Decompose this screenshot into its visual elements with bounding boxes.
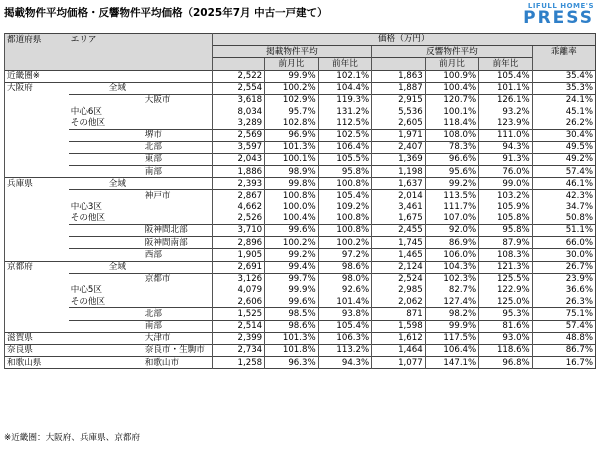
cell-iy: 123.9% <box>479 117 533 129</box>
cell-lm: 98.9% <box>265 166 319 178</box>
cell-area: その他区 <box>70 213 106 224</box>
table-row <box>5 202 596 213</box>
cell-ip: 2,605 <box>372 117 426 129</box>
cell-lm: 102.8% <box>265 117 319 129</box>
cell-iy: 94.3% <box>479 141 533 153</box>
table-row <box>5 94 596 106</box>
table-row <box>5 117 596 129</box>
cell-ly: 112.5% <box>318 117 372 129</box>
cell-lm: 99.9% <box>265 70 319 82</box>
table-row <box>5 249 596 261</box>
table-row <box>5 106 596 117</box>
cell-lp: 2,526 <box>212 213 264 225</box>
cell-iy: 81.6% <box>479 320 533 332</box>
cell-lm: 99.9% <box>265 285 319 296</box>
cell-gap: 49.2% <box>532 153 595 165</box>
cell-pref: 大阪府 <box>5 82 69 94</box>
cell-lm: 100.2% <box>265 237 319 249</box>
cell-ly: 131.2% <box>318 106 372 117</box>
cell-gap: 26.3% <box>532 296 595 308</box>
cell-area: 中心3区 <box>70 202 102 213</box>
table-row <box>5 178 596 190</box>
cell-pref <box>5 249 69 261</box>
cell-pref: 近畿圏※ <box>5 70 69 82</box>
cell-pref <box>5 117 69 129</box>
cell-ip: 1,198 <box>372 166 426 178</box>
cell-gap: 51.1% <box>532 225 595 237</box>
cell-lp: 4,079 <box>212 285 264 296</box>
cell-im: 120.7% <box>425 94 479 106</box>
cell-gap: 26.2% <box>532 117 595 129</box>
cell-iy: 96.8% <box>479 357 533 369</box>
cell-lm: 99.2% <box>265 249 319 261</box>
cell-gap: 23.9% <box>532 273 595 285</box>
cell-iy: 103.2% <box>479 190 533 202</box>
cell-iy: 111.0% <box>479 129 533 141</box>
header-row-2 <box>5 46 596 58</box>
cell-pref <box>5 213 69 225</box>
header-price: 価格（万円） <box>212 34 595 46</box>
cell-ly: 101.4% <box>318 296 372 308</box>
cell-iy: 105.4% <box>479 70 533 82</box>
header-area: エリア <box>69 34 212 46</box>
cell-area: 全域 <box>69 178 212 190</box>
cell-area: 大阪市 <box>69 94 212 106</box>
table-row <box>5 213 596 225</box>
cell-pref <box>5 320 69 332</box>
cell-im: 99.2% <box>425 178 479 190</box>
cell-lp: 4,662 <box>212 202 264 213</box>
cell-ly: 119.3% <box>318 94 372 106</box>
cell-pref <box>5 153 69 165</box>
cell-pref: 奈良県 <box>5 344 69 356</box>
cell-lp: 1,258 <box>212 357 264 369</box>
cell-ip: 1,745 <box>372 237 426 249</box>
table-row <box>5 82 596 94</box>
cell-ip: 1,971 <box>372 129 426 141</box>
cell-ly: 100.2% <box>318 237 372 249</box>
cell-lm: 101.8% <box>265 344 319 356</box>
cell-lp: 2,554 <box>212 82 264 94</box>
cell-im: 100.1% <box>425 106 479 117</box>
table-row <box>5 153 596 165</box>
cell-ly: 93.8% <box>318 308 372 320</box>
cell-ip: 1,675 <box>372 213 426 225</box>
table-row <box>5 70 596 82</box>
cell-gap: 36.6% <box>532 285 595 296</box>
cell-iy: 95.3% <box>479 308 533 320</box>
cell-im: 92.0% <box>425 225 479 237</box>
cell-pref <box>5 308 69 320</box>
cell-im: 96.6% <box>425 153 479 165</box>
cell-iy: 125.0% <box>479 296 533 308</box>
cell-im: 147.1% <box>425 357 479 369</box>
cell-gap: 86.7% <box>532 344 595 356</box>
cell-ly: 109.2% <box>318 202 372 213</box>
table-row <box>5 285 596 296</box>
cell-pref <box>5 94 69 106</box>
cell-lm: 100.8% <box>265 190 319 202</box>
cell-lp: 3,126 <box>212 273 264 285</box>
cell-gap: 75.1% <box>532 308 595 320</box>
header-listed-yoy: 前年比 <box>318 58 372 70</box>
cell-ip: 2,915 <box>372 94 426 106</box>
logo-main-text: PRESS <box>523 8 594 28</box>
cell-iy: 108.3% <box>479 249 533 261</box>
cell-lp: 2,514 <box>212 320 264 332</box>
cell-ly: 100.8% <box>318 225 372 237</box>
cell-ly: 97.2% <box>318 249 372 261</box>
cell-lm: 101.3% <box>265 141 319 153</box>
cell-im: 86.9% <box>425 237 479 249</box>
cell-ly: 95.8% <box>318 166 372 178</box>
table-row <box>5 129 596 141</box>
cell-pref: 兵庫県 <box>5 178 69 190</box>
cell-lm: 100.0% <box>265 202 319 213</box>
brand-logo <box>523 3 594 27</box>
cell-lp: 2,399 <box>212 332 264 344</box>
cell-lp: 2,896 <box>212 237 264 249</box>
cell-area: 中心5区 <box>70 285 102 296</box>
table-row <box>5 166 596 178</box>
cell-pref <box>5 106 69 117</box>
cell-ly: 98.6% <box>318 261 372 273</box>
cell-ip: 1,637 <box>372 178 426 190</box>
cell-gap: 45.1% <box>532 106 595 117</box>
cell-iy: 125.5% <box>479 273 533 285</box>
cell-iy: 93.2% <box>479 106 533 117</box>
cell-lp: 2,734 <box>212 344 264 356</box>
cell-iy: 95.8% <box>479 225 533 237</box>
cell-pref <box>5 190 69 202</box>
table-row <box>5 261 596 273</box>
cell-area: 全域 <box>69 82 212 94</box>
cell-gap: 57.4% <box>532 166 595 178</box>
cell-ly: 102.1% <box>318 70 372 82</box>
cell-ly: 104.4% <box>318 82 372 94</box>
cell-pref: 滋賀県 <box>5 332 69 344</box>
cell-gap: 34.7% <box>532 202 595 213</box>
cell-ly: 106.4% <box>318 141 372 153</box>
cell-gap: 42.3% <box>532 190 595 202</box>
cell-ip: 1,464 <box>372 344 426 356</box>
cell-im: 78.3% <box>425 141 479 153</box>
cell-lp: 2,043 <box>212 153 264 165</box>
price-table <box>4 33 596 369</box>
cell-gap: 50.8% <box>532 213 595 225</box>
cell-ip: 3,461 <box>372 202 426 213</box>
cell-iy: 126.1% <box>479 94 533 106</box>
cell-area: 中心6区 <box>70 106 102 117</box>
cell-im: 127.4% <box>425 296 479 308</box>
cell-iy: 118.6% <box>479 344 533 356</box>
header-pref: 都道府県 <box>5 34 69 46</box>
header-listed: 掲載物件平均 <box>212 46 371 58</box>
table-row <box>5 344 596 356</box>
logo-top-text: LIFULL HOME'S <box>527 2 594 10</box>
cell-ly: 100.8% <box>318 213 372 225</box>
table-row <box>5 225 596 237</box>
cell-lp: 2,691 <box>212 261 264 273</box>
cell-iy: 99.0% <box>479 178 533 190</box>
cell-lm: 99.6% <box>265 225 319 237</box>
cell-im: 117.5% <box>425 332 479 344</box>
cell-ip: 2,407 <box>372 141 426 153</box>
cell-lp: 2,522 <box>212 70 264 82</box>
cell-iy: 76.0% <box>479 166 533 178</box>
cell-lp: 3,289 <box>212 117 264 129</box>
cell-iy: 121.3% <box>479 261 533 273</box>
cell-gap: 16.7% <box>532 357 595 369</box>
table-row <box>5 308 596 320</box>
cell-lp: 3,710 <box>212 225 264 237</box>
cell-lp: 1,886 <box>212 166 264 178</box>
cell-im: 104.3% <box>425 261 479 273</box>
cell-gap: 26.7% <box>532 261 595 273</box>
cell-ly: 105.4% <box>318 190 372 202</box>
cell-lp: 1,525 <box>212 308 264 320</box>
cell-area: その他区 <box>70 117 106 128</box>
cell-lp: 2,569 <box>212 129 264 141</box>
table-body <box>5 70 596 369</box>
table-row <box>5 320 596 332</box>
page-title: 掲載物件平均価格・反響物件平均価格（2025年7月 中古一戸建て） <box>4 7 328 19</box>
cell-lm: 95.7% <box>265 106 319 117</box>
cell-im: 106.4% <box>425 344 479 356</box>
cell-ip: 1,863 <box>372 70 426 82</box>
header-inquired: 反響物件平均 <box>372 46 533 58</box>
cell-ip: 2,014 <box>372 190 426 202</box>
cell-area: 和歌山市 <box>69 357 212 369</box>
cell-pref <box>5 273 69 285</box>
cell-lm: 100.1% <box>265 153 319 165</box>
cell-im: 106.0% <box>425 249 479 261</box>
cell-im: 118.4% <box>425 117 479 129</box>
cell-area: 神戸市 <box>69 190 212 202</box>
cell-area: 北部 <box>69 308 212 320</box>
cell-lm: 100.4% <box>265 213 319 225</box>
cell-ip: 2,124 <box>372 261 426 273</box>
cell-ly: 98.0% <box>318 273 372 285</box>
cell-gap: 48.8% <box>532 332 595 344</box>
cell-area: 東部 <box>69 153 212 165</box>
cell-pref <box>5 141 69 153</box>
cell-area: 大津市 <box>69 332 212 344</box>
cell-lm: 99.7% <box>265 273 319 285</box>
cell-lm: 99.4% <box>265 261 319 273</box>
cell-area: その他区 <box>70 296 106 307</box>
cell-pref: 京都府 <box>5 261 69 273</box>
cell-gap: 24.1% <box>532 94 595 106</box>
cell-im: 113.5% <box>425 190 479 202</box>
cell-ip: 1,369 <box>372 153 426 165</box>
table-row <box>5 357 596 369</box>
header-inquired-yoy: 前年比 <box>479 58 533 70</box>
cell-im: 95.6% <box>425 166 479 178</box>
cell-area: 堺市 <box>69 129 212 141</box>
table-row <box>5 190 596 202</box>
cell-ip: 1,887 <box>372 82 426 94</box>
cell-area: 阪神間南部 <box>69 237 212 249</box>
cell-im: 111.7% <box>425 202 479 213</box>
cell-ly: 113.2% <box>318 344 372 356</box>
cell-lm: 99.6% <box>265 296 319 308</box>
cell-pref: 和歌山県 <box>5 357 69 369</box>
cell-pref <box>5 202 69 213</box>
cell-iy: 122.9% <box>479 285 533 296</box>
cell-ip: 2,985 <box>372 285 426 296</box>
cell-lp: 3,597 <box>212 141 264 153</box>
cell-iy: 93.0% <box>479 332 533 344</box>
cell-im: 98.2% <box>425 308 479 320</box>
cell-lm: 98.5% <box>265 308 319 320</box>
cell-ly: 100.8% <box>318 178 372 190</box>
table-row <box>5 237 596 249</box>
cell-area: 南部 <box>69 320 212 332</box>
table-row <box>5 332 596 344</box>
cell-lp: 2,606 <box>212 296 264 308</box>
cell-ly: 102.5% <box>318 129 372 141</box>
cell-area: 北部 <box>69 141 212 153</box>
cell-area: 阪神間北部 <box>69 225 212 237</box>
table-row <box>5 141 596 153</box>
cell-lm: 101.3% <box>265 332 319 344</box>
cell-ip: 2,524 <box>372 273 426 285</box>
cell-gap: 49.5% <box>532 141 595 153</box>
cell-im: 107.0% <box>425 213 479 225</box>
cell-iy: 105.8% <box>479 213 533 225</box>
header-row-1 <box>5 34 596 46</box>
cell-ip: 1,465 <box>372 249 426 261</box>
cell-ip: 5,536 <box>372 106 426 117</box>
cell-lp: 3,618 <box>212 94 264 106</box>
cell-lp: 2,867 <box>212 190 264 202</box>
cell-pref <box>5 237 69 249</box>
cell-im: 108.0% <box>425 129 479 141</box>
cell-im: 100.9% <box>425 70 479 82</box>
cell-im: 99.9% <box>425 320 479 332</box>
cell-pref <box>5 225 69 237</box>
header-listed-mom: 前月比 <box>265 58 319 70</box>
header-row-3 <box>5 58 596 70</box>
cell-pref <box>5 166 69 178</box>
cell-gap: 66.0% <box>532 237 595 249</box>
cell-ip: 2,455 <box>372 225 426 237</box>
cell-ip: 1,077 <box>372 357 426 369</box>
cell-gap: 30.4% <box>532 129 595 141</box>
cell-ly: 105.5% <box>318 153 372 165</box>
cell-lm: 102.9% <box>265 94 319 106</box>
cell-area: 南部 <box>69 166 212 178</box>
footnote: ※近畿圏：大阪府、兵庫県、京都府 <box>4 433 141 443</box>
cell-ip: 2,062 <box>372 296 426 308</box>
cell-gap: 35.3% <box>532 82 595 94</box>
cell-lm: 100.2% <box>265 82 319 94</box>
cell-gap: 57.4% <box>532 320 595 332</box>
cell-pref <box>5 296 69 308</box>
cell-ly: 94.3% <box>318 357 372 369</box>
cell-lm: 96.3% <box>265 357 319 369</box>
cell-ip: 1,598 <box>372 320 426 332</box>
cell-lp: 2,393 <box>212 178 264 190</box>
cell-im: 100.4% <box>425 82 479 94</box>
cell-ip: 871 <box>372 308 426 320</box>
cell-gap: 46.1% <box>532 178 595 190</box>
cell-iy: 87.9% <box>479 237 533 249</box>
cell-lp: 8,034 <box>212 106 264 117</box>
cell-lm: 96.9% <box>265 129 319 141</box>
cell-iy: 91.3% <box>479 153 533 165</box>
cell-gap: 30.0% <box>532 249 595 261</box>
cell-pref <box>5 129 69 141</box>
cell-iy: 105.9% <box>479 202 533 213</box>
cell-ly: 106.3% <box>318 332 372 344</box>
cell-area: 全域 <box>69 261 212 273</box>
cell-ly: 92.6% <box>318 285 372 296</box>
cell-im: 82.7% <box>425 285 479 296</box>
cell-area: 奈良市・生駒市 <box>69 344 212 356</box>
cell-iy: 101.1% <box>479 82 533 94</box>
cell-lm: 99.8% <box>265 178 319 190</box>
cell-area: 京都市 <box>69 273 212 285</box>
table-row <box>5 273 596 285</box>
cell-pref <box>5 285 69 296</box>
cell-im: 102.3% <box>425 273 479 285</box>
cell-area <box>69 70 212 82</box>
header-inquired-mom: 前月比 <box>425 58 479 70</box>
cell-ip: 1,612 <box>372 332 426 344</box>
cell-area: 西部 <box>69 249 212 261</box>
header-gap: 乖離率 <box>532 46 595 58</box>
cell-gap: 35.4% <box>532 70 595 82</box>
cell-lm: 98.6% <box>265 320 319 332</box>
cell-ly: 105.4% <box>318 320 372 332</box>
cell-lp: 1,905 <box>212 249 264 261</box>
table-row <box>5 296 596 308</box>
